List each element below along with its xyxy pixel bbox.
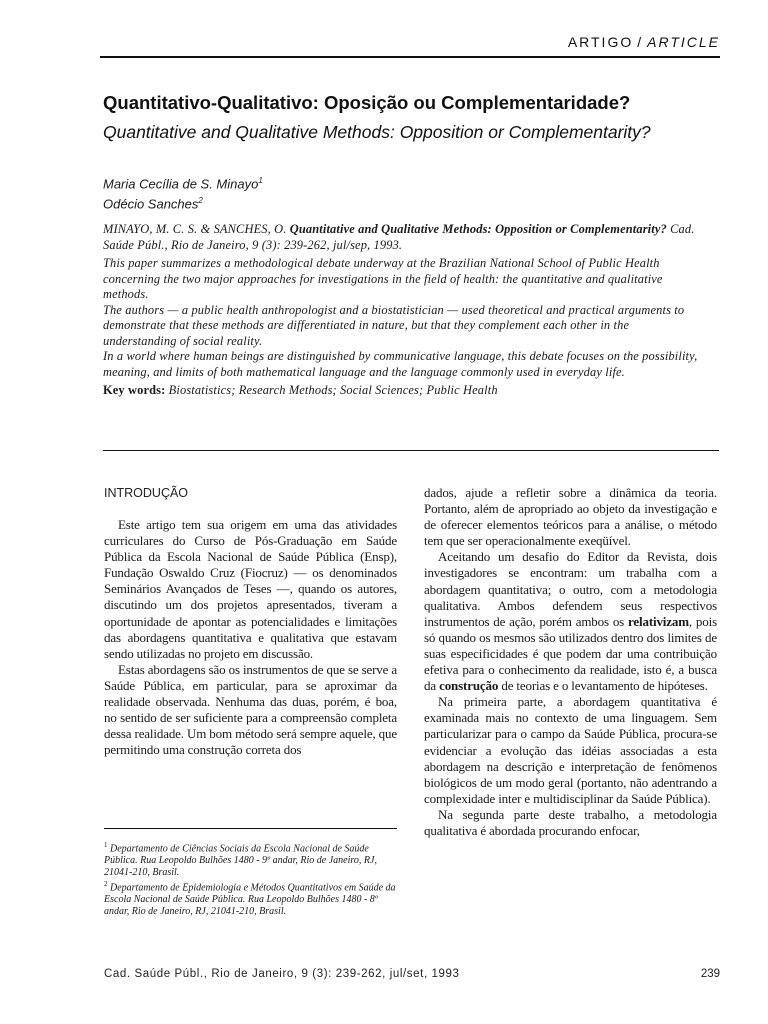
body-paragraph: Estas abordagens são os instrumentos de que se serve a Saúde Pública, em particular, para se aproximar da realidade observada. Nenhuma das duas, porém, é boa, no sentido de ser suficiente para a compreensão completa dessa realidade. Um bom método será sempre aquele, que permitindo uma construção correta dos	[104, 661, 397, 758]
abstract-paragraph: This paper summarizes a methodological debate underway at the Brazilian National School of Public Health concerning the two major approaches for investigations in the field of health: the quantitative and qualitative methods.	[103, 256, 663, 301]
article-type-separator: /	[637, 34, 644, 50]
article-type-pt: ARTIGO	[567, 34, 634, 50]
paragraph-text: , pois só quando os mesmos são utilizados dentro dos limites de suas especificidades é que podem dar uma contribuição efetiva para o conhecimento da realidade, isto é, a busca da	[424, 613, 717, 694]
abstract-citation	[103, 222, 703, 253]
author-list	[103, 172, 263, 213]
running-footer: Cad. Saúde Públ., Rio de Janeiro, 9 (3): 239-262, jul/set, 1993	[104, 968, 460, 980]
footnotes	[104, 840, 397, 917]
body-paragraph: Na primeira parte, a abordagem quantitativa é examinada mais no contexto de uma linguagem. Sem particularizar para o campo da Saúde Pública, procura-se evidenciar a evolução das idéias associadas a esta abordagem na descrição e interpretação de fenômenos biológicos de um modo geral (portanto, não adentrando a complexidade inter e multidisciplinar da Saúde Pública).	[424, 694, 717, 806]
author-mark: 1	[258, 176, 263, 185]
author-name: Maria Cecília de S. Minayo	[103, 176, 259, 192]
section-heading: INTRODUÇÃO	[104, 486, 189, 500]
right-column	[424, 485, 717, 839]
keywords-label: Key words:	[103, 383, 166, 397]
abstract	[103, 222, 703, 399]
paragraph-text: Aceitando um desafio do Editor da Revista, dois investigadores se encontram: um trabalha com a abordagem quantitativa; o outro, com a metodologia qualitativa. Ambos defendem seus respectivos instrumentos de ação, porém ambos os	[424, 549, 717, 629]
author-2	[103, 192, 263, 212]
page-number: 239	[700, 968, 720, 980]
keywords	[103, 383, 703, 399]
title-english: Quantitative and Qualitative Methods: Opposition or Complementarity?	[103, 122, 651, 142]
abstract-paragraph: The authors — a public health anthropologist and a biostatistician — used theoretical and practical arguments to demonstrate that these methods are differentiated in nature, but that they complement each other in the understanding of social reality.	[103, 302, 685, 348]
section-divider	[103, 450, 719, 451]
footnote-2	[104, 879, 397, 918]
header-rule	[100, 56, 720, 58]
emphasis-relativizam: relativizam	[628, 613, 689, 629]
keywords-list: Biostatistics; Research Methods; Social Sciences; Public Health	[168, 383, 498, 397]
author-name: Odécio Sanches	[103, 196, 199, 212]
citation-authors: MINAYO, M. C. S. & SANCHES, O.	[103, 222, 287, 236]
footnote-1	[104, 840, 397, 879]
body-paragraph: Na segunda parte deste trabalho, a metodologia qualitativa é abordada procurando enfocar,	[424, 806, 717, 838]
abstract-paragraph: In a world where human beings are distinguished by communicative language, this debate focuses on the possibility, meaning, and limits of both mathematical language and the language commonly used in everyday life.	[103, 349, 698, 379]
footnote-rule	[104, 828, 397, 829]
body-paragraph: dados, ajude a refletir sobre a dinâmica da teoria. Portanto, além de apropriado ao objeto da investigação e de oferecer elementos teóricos para a análise, o método tem que ser operacionalmente exeqüível.	[424, 485, 717, 549]
emphasis-construcao: construção	[439, 678, 499, 694]
author-1	[103, 172, 263, 192]
body-paragraph: Este artigo tem sua origem em uma das atividades curriculares do Curso de Pós-Graduação em Saúde Pública da Escola Nacional de Saúde Pública (Ensp), Fundação Oswaldo Cruz (Fiocruz) — os denominados Seminários Avançados de Teses —, quando os autores, discutindo um dos projetos apresentados, tiveram a oportunidade de apontar as potencialidades e limitações das abordagens quantitativa e qualitativa que estavam sendo utilizadas no projeto em discussão.	[104, 517, 397, 661]
article-type-label	[568, 34, 720, 50]
author-mark: 2	[198, 196, 203, 206]
footnote-mark: 1	[104, 841, 108, 849]
footnote-text: Departamento de Ciências Sociais da Escola Nacional de Saúde Pública. Rua Leopoldo Bulhões 1480 - 9º andar, Rio de Janeiro, RJ, 21041-210, Brasil.	[104, 843, 377, 878]
footnote-mark: 2	[104, 879, 108, 888]
citation-title: Quantitative and Qualitative Methods: Opposition or Complementarity?	[289, 222, 667, 236]
title-portuguese: Quantitativo-Qualitativo: Oposição ou Complementaridade?	[103, 92, 631, 113]
paragraph-text: de teorias e o levantamento de hipóteses.	[498, 678, 708, 694]
left-column	[104, 517, 397, 758]
body-paragraph	[424, 549, 717, 694]
article-type-en: ARTICLE	[647, 34, 720, 50]
footnote-text: Departamento de Epidemiologia e Métodos Quantitativos em Saúde da Escola Nacional de Saúde Pública. Rua Leopoldo Bulhões 1480 - 8º andar, Rio de Janeiro, RJ, 21041-210, Brasil.	[104, 882, 396, 917]
citation-source: Cad. Saúde Públ., Rio de Janeiro, 9 (3): 239-262, jul/sep, 1993.	[103, 222, 695, 252]
